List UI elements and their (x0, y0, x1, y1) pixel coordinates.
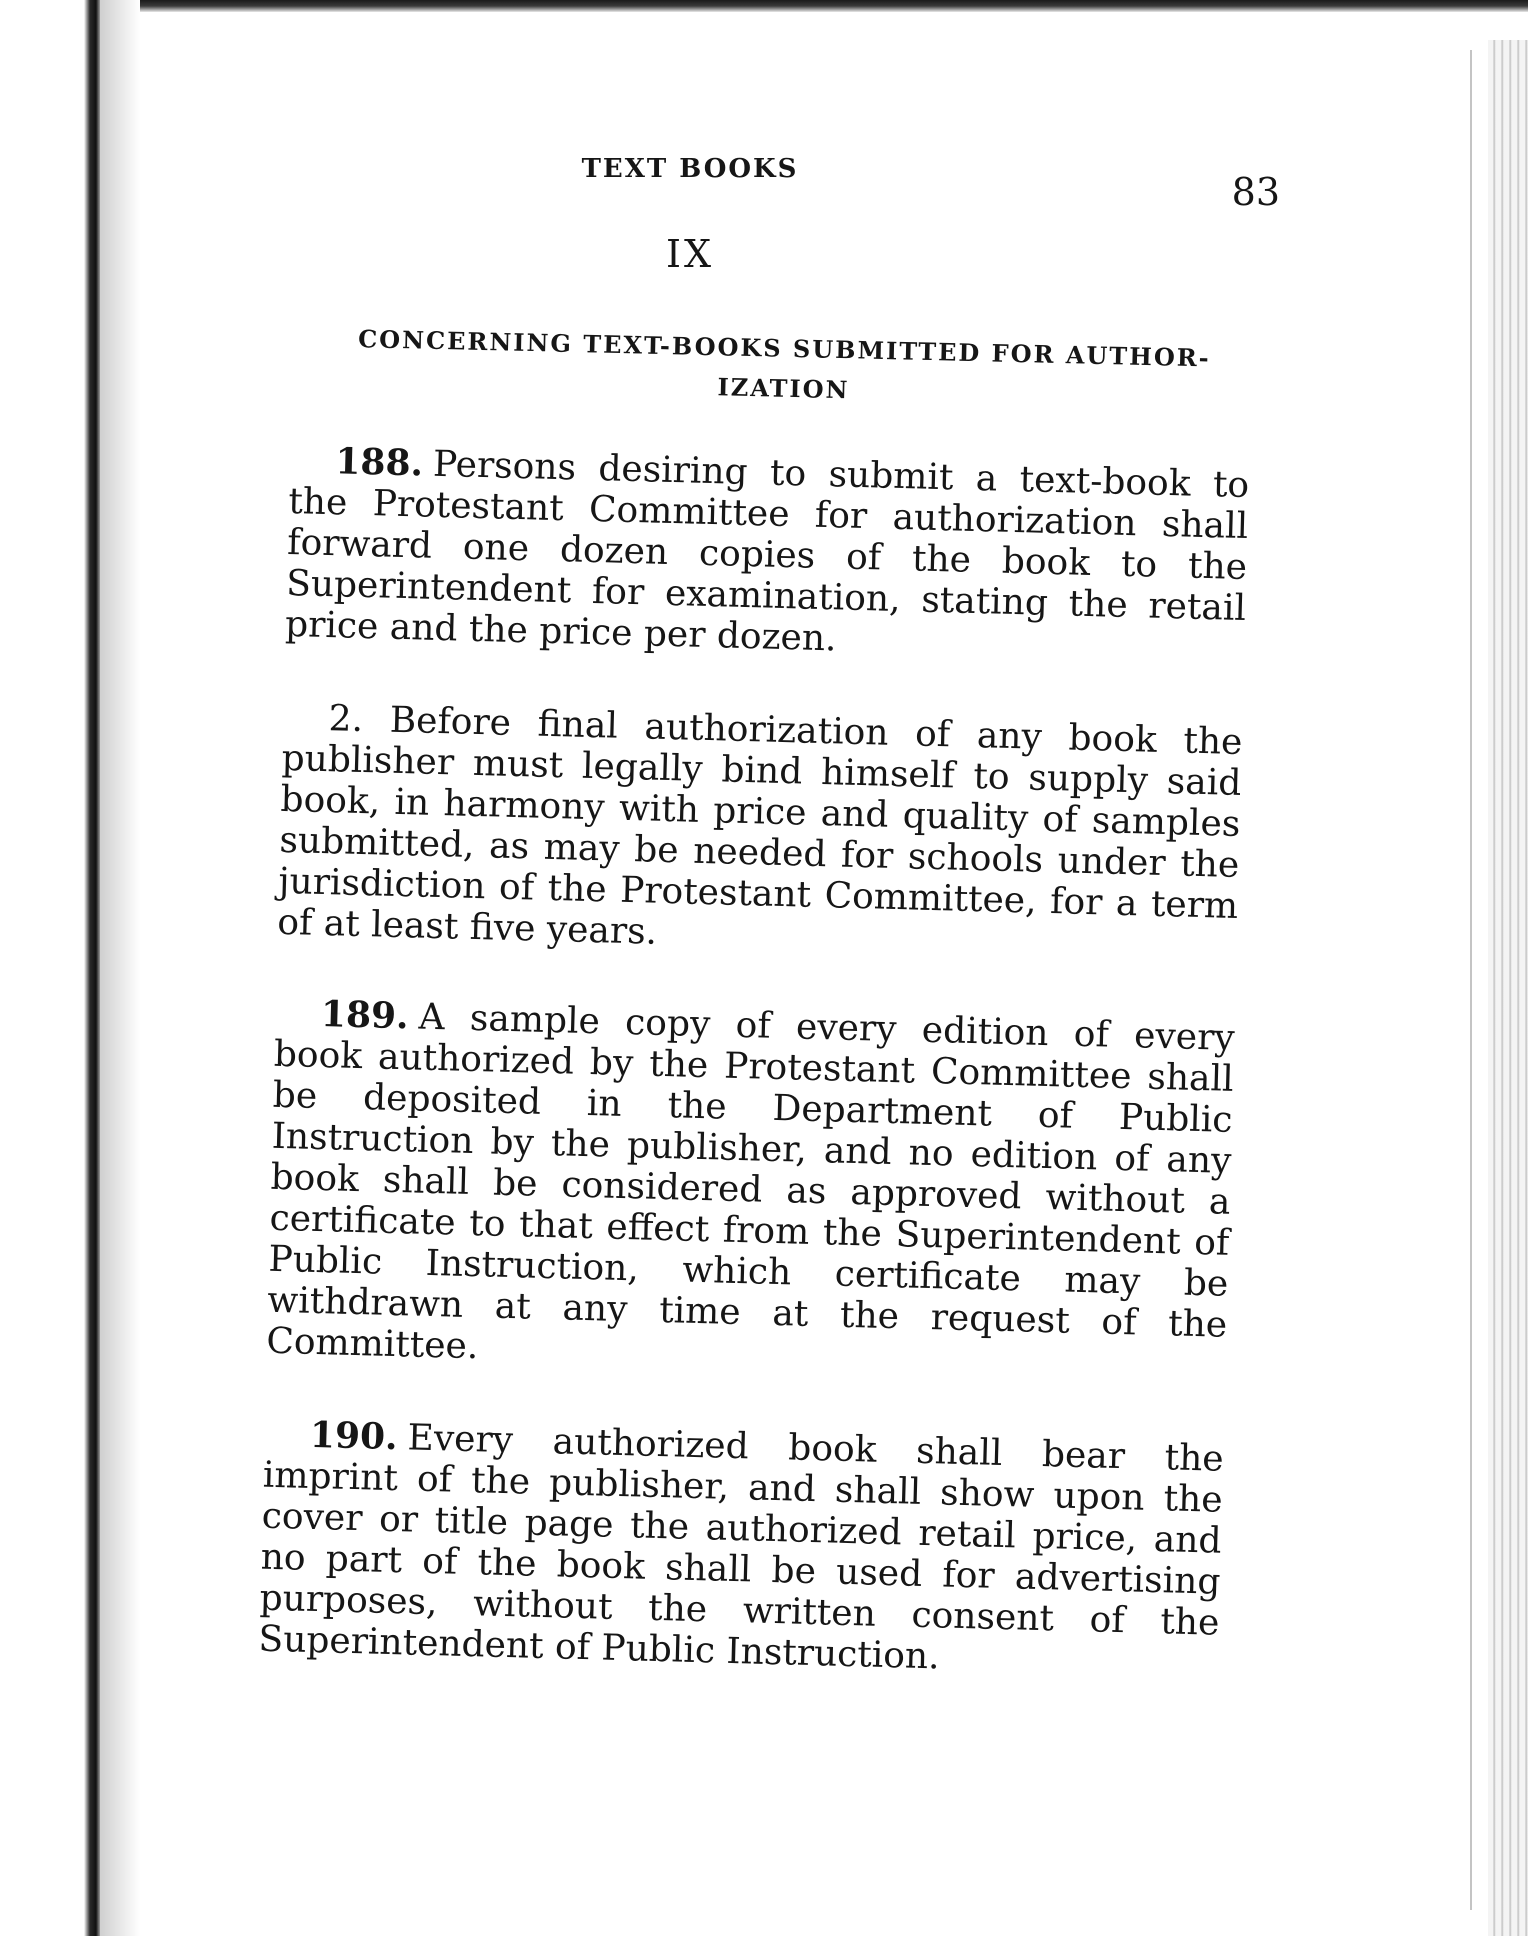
chapter-title: CONCERNING TEXT-BOOKS SUBMITTED FOR AUTHOR-IZATION (357, 324, 1212, 405)
section-text: Persons desiring to submit a text-book to the Protestant Committee for authorization shall forward one dozen copies of the book to the Superintendent for examination, stating the retail price and the price per dozen. (284, 443, 1250, 660)
body-text (257, 440, 1250, 1737)
book-binding-edge (0, 0, 100, 1936)
chapter-number: IX (665, 232, 715, 276)
section-text: 2. Before final authorization of any book the publisher must legally bind himself to supply said book, in harmony with price and quality of samples submitted, as may be needed for schools under the jurisdiction of the Protestant Committee, for a term of at least five years. (276, 698, 1243, 953)
scanner-top-edge (0, 0, 1528, 12)
section-number: 189. (320, 993, 410, 1038)
gutter-shadow (100, 0, 140, 1936)
section-188-subsection-2 (277, 697, 1243, 968)
running-head: TEXT BOOKS (581, 154, 799, 184)
section-number: 188. (334, 440, 424, 485)
section-188 (285, 440, 1250, 670)
page-stack-edge (1488, 40, 1528, 1936)
section-189 (266, 993, 1235, 1387)
page-edge-line (1470, 50, 1472, 1910)
section-text: Every authorized book shall bear the imprint of the publisher, and shall show upon the cover or title page the authorized retail price, and no part of the book shall be used for advertising purposes, without the written consent of the Superintendent of Public Instruction. (258, 1417, 1225, 1678)
section-number: 190. (309, 1413, 399, 1459)
section-190 (258, 1414, 1224, 1685)
section-text: A sample copy of every edition of every book authorized by the Protestant Committee shall be deposited in the Department of Public Instruction by the publisher, and no edition of any book shall be considered as approved without a certificate to that effect from the Superintendent of Public Instruction, which certificate may be withdrawn at any time at the request of the Committee. (265, 996, 1236, 1368)
page-number: 83 (1231, 170, 1280, 214)
